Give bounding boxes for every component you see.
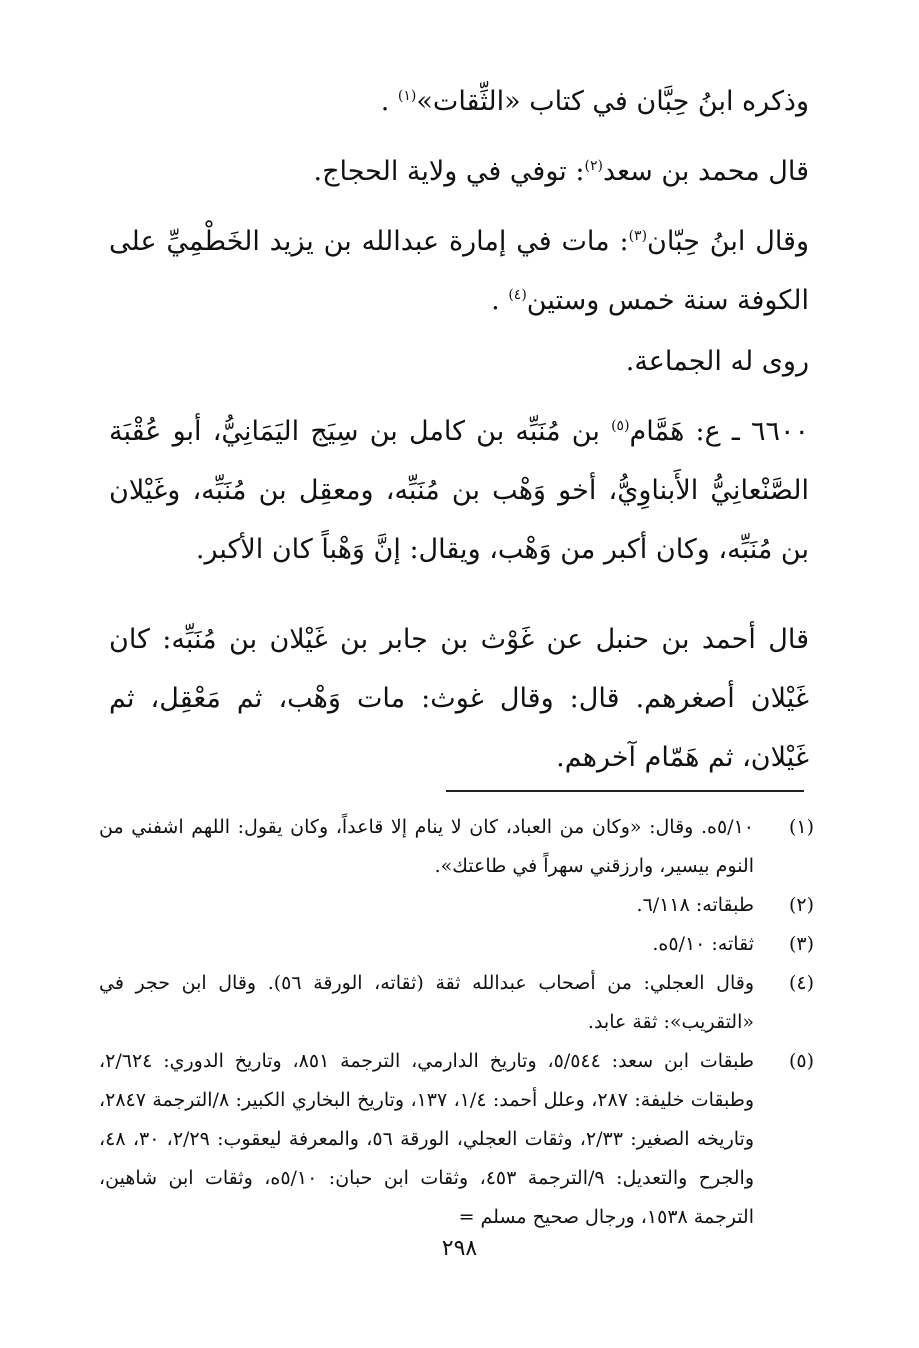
footnote-text: طبقات ابن سعد: ٥/٥٤٤، وتاريخ الدارمي، الترجمة ٨٥١، وتاريخ الدوري: ٢/٦٢٤، وطبقات خليفة: ٢٨٧، وعلل أحمد: ١/٤، ١٣٧، وتاريخ البخاري الكبير: ٨/الترجمة ٢٨٤٧، وتاريخه الصغير: ٢/٣٣، وثقات العجلي، الورقة ٥٦، والمعرفة ليعقوب: ٢/٢٩، ٣٠، ٤٨، والجرح والتعديل: ٩/الترجمة ٤٥٣، وثقات ابن حبان: ٥/١٠ه، وثقات ابن شاهين، الترجمة ١٥٣٨، ورجال صحيح مسلم = <box>99 1050 755 1228</box>
footnote-number: (٥) <box>788 1050 814 1072</box>
footnote-3 <box>99 925 814 964</box>
entry-hammam-ibn-munabbih <box>109 402 809 579</box>
footnote-ref[interactable]: (٤) <box>508 287 527 303</box>
footnote-ref[interactable]: (٢) <box>584 158 603 174</box>
paragraph-text: قال محمد بن سعد <box>602 156 809 187</box>
paragraph-text: وذكره ابنُ حِبَّان في كتاب «الثِّقات» <box>416 86 809 117</box>
paragraph-text: : مات في إمارة عبدالله بن يزيد الخَطْمِيِّ على الكوفة سنة خمس وستين <box>109 226 809 316</box>
footnote-ref[interactable]: (١) <box>397 88 417 104</box>
footnote-divider <box>446 790 804 792</box>
footnote-4 <box>99 964 814 1042</box>
paragraph-death-date <box>109 212 809 330</box>
paragraph-text: : توفي في ولاية الحجاج. <box>313 156 585 187</box>
paragraph-ahmad-ibn-hanbal <box>109 610 809 787</box>
footnote-text: ثقاته: ٥/١٠ه. <box>652 933 754 955</box>
page-number: ٢٩٨ <box>441 1236 478 1261</box>
paragraph-text: . <box>380 86 398 117</box>
footnote-5 <box>99 1042 814 1237</box>
paragraph-ibn-saad <box>109 142 809 201</box>
paragraph-text: بن مُنَبِّه بن كامل بن سِيَج اليَمَانِيُّ، أبو عُقْبَة الصَّنْعانِيُّ الأَبناوِيُّ، أخو وَهْب بن مُنَبِّه، ومعقِل بن مُنَبِّه، وغَيْلان بن مُنَبِّه، وكان أكبر من وَهْب، ويقال: إنَّ وَهْباً كان الأكبر. <box>109 416 809 565</box>
footnote-2 <box>99 886 814 925</box>
footnote-number: (٤) <box>788 972 814 994</box>
paragraph-text: وقال ابنُ حِبّان <box>647 226 809 257</box>
paragraph-text: قال أحمد بن حنبل عن غَوْث بن جابر بن غَيْلان بن مُنَبِّه: كان غَيْلان أصغرهم. قال: وقال غوث: مات وَهْب، ثم مَعْقِل، ثم غَيْلان، ثم هَمّام آخرهم. <box>109 624 809 773</box>
entry-heading: ٦٦٠٠ ـ ع: هَمَّام <box>629 416 809 447</box>
footnote-number: (٢) <box>788 894 814 916</box>
footnote-ref[interactable]: (٥) <box>611 418 630 434</box>
footnote-1 <box>99 808 814 886</box>
paragraph-ibn-hibban-thiqat <box>109 72 809 131</box>
footnote-number: (١) <box>788 816 814 838</box>
paragraph-narrators <box>109 332 809 391</box>
footnote-text: وقال العجلي: من أصحاب عبدالله ثقة (ثقاته، الورقة ٥٦). وقال ابن حجر في «التقريب»: ثقة عابد. <box>99 972 755 1033</box>
footnote-ref[interactable]: (٣) <box>628 228 648 244</box>
paragraph-text: . <box>491 285 509 316</box>
footnote-text: ٥/١٠ه. وقال: «وكان من العباد، كان لا ينام إلا قاعداً، وكان يقول: اللهم اشفني من النوم بيسير، وارزقني سهراً في طاعتك». <box>99 816 754 877</box>
footnote-text: طبقاته: ٦/١١٨. <box>636 894 754 916</box>
footnote-number: (٣) <box>788 933 814 955</box>
paragraph-text: روى له الجماعة. <box>625 346 809 377</box>
